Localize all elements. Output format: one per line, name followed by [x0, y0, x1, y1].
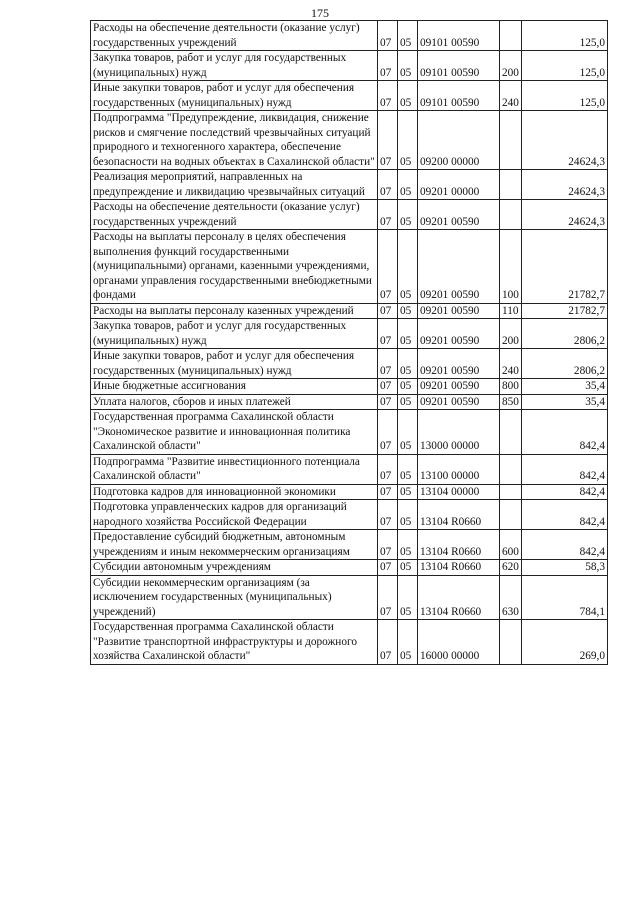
amount-cell: 24624,3 [522, 170, 608, 200]
table-row [91, 170, 608, 200]
target-article-cell: 13104 R0660 [418, 500, 500, 530]
item-name-cell: Подпрограмма "Предупреждение, ликвидация, снижение рисков и смягчение последствий чрезвычайных ситуаций природного и техногенного характера, обеспечение безопасности на водных объектах в Сахалинской области" [91, 111, 378, 170]
target-article-cell: 09201 00590 [418, 319, 500, 349]
amount-cell: 2806,2 [522, 349, 608, 379]
amount-cell: 842,4 [522, 530, 608, 560]
target-article-cell: 09101 00590 [418, 21, 500, 51]
subsection-code-cell: 05 [398, 303, 418, 319]
target-article-cell: 13100 00000 [418, 454, 500, 484]
section-code-cell: 07 [378, 500, 398, 530]
section-code-cell: 07 [378, 410, 398, 455]
expense-type-cell [500, 500, 522, 530]
item-name-cell: Субсидии некоммерческим организациям (за исключением государственных (муниципальных) учреждений) [91, 575, 378, 620]
table-row [91, 410, 608, 455]
expense-type-cell: 620 [500, 560, 522, 576]
item-name-cell: Закупка товаров, работ и услуг для государственных (муниципальных) нужд [91, 51, 378, 81]
subsection-code-cell: 05 [398, 379, 418, 395]
section-code-cell: 07 [378, 111, 398, 170]
table-row [91, 303, 608, 319]
expense-type-cell: 240 [500, 349, 522, 379]
amount-cell: 21782,7 [522, 303, 608, 319]
expense-type-cell [500, 170, 522, 200]
table-row [91, 51, 608, 81]
table-row [91, 530, 608, 560]
target-article-cell: 13000 00000 [418, 410, 500, 455]
expense-type-cell: 200 [500, 51, 522, 81]
table-row [91, 500, 608, 530]
section-code-cell: 07 [378, 454, 398, 484]
item-name-cell: Подготовка управленческих кадров для организаций народного хозяйства Российской Федерации [91, 500, 378, 530]
subsection-code-cell: 05 [398, 111, 418, 170]
item-name-cell: Расходы на обеспечение деятельности (оказание услуг) государственных учреждений [91, 200, 378, 230]
budget-table [90, 20, 608, 665]
section-code-cell: 07 [378, 530, 398, 560]
expense-type-cell [500, 410, 522, 455]
item-name-cell: Расходы на выплаты персоналу казенных учреждений [91, 303, 378, 319]
table-row [91, 111, 608, 170]
table-row [91, 620, 608, 665]
subsection-code-cell: 05 [398, 81, 418, 111]
table-row [91, 21, 608, 51]
expense-type-cell [500, 620, 522, 665]
target-article-cell: 09201 00000 [418, 170, 500, 200]
amount-cell: 842,4 [522, 500, 608, 530]
item-name-cell: Расходы на выплаты персоналу в целях обеспечения выполнения функций государственными (муниципальными) органами, казенными учреждениями, органами управления государственными внебюджетными фондами [91, 230, 378, 304]
expense-type-cell [500, 111, 522, 170]
table-row [91, 319, 608, 349]
target-article-cell: 09201 00590 [418, 230, 500, 304]
amount-cell: 2806,2 [522, 319, 608, 349]
subsection-code-cell: 05 [398, 410, 418, 455]
target-article-cell: 13104 R0660 [418, 530, 500, 560]
subsection-code-cell: 05 [398, 319, 418, 349]
amount-cell: 125,0 [522, 51, 608, 81]
subsection-code-cell: 05 [398, 560, 418, 576]
section-code-cell: 07 [378, 620, 398, 665]
expense-type-cell: 630 [500, 575, 522, 620]
expense-type-cell: 600 [500, 530, 522, 560]
expense-type-cell [500, 200, 522, 230]
section-code-cell: 07 [378, 51, 398, 81]
section-code-cell: 07 [378, 379, 398, 395]
section-code-cell: 07 [378, 200, 398, 230]
target-article-cell: 13104 R0660 [418, 560, 500, 576]
subsection-code-cell: 05 [398, 21, 418, 51]
expense-type-cell: 200 [500, 319, 522, 349]
item-name-cell: Предоставление субсидий бюджетным, автономным учреждениям и иным некоммерческим организациям [91, 530, 378, 560]
section-code-cell: 07 [378, 319, 398, 349]
expense-type-cell: 240 [500, 81, 522, 111]
amount-cell: 125,0 [522, 81, 608, 111]
target-article-cell: 09201 00590 [418, 394, 500, 410]
item-name-cell: Иные закупки товаров, работ и услуг для обеспечения государственных (муниципальных) нужд [91, 349, 378, 379]
amount-cell: 35,4 [522, 394, 608, 410]
subsection-code-cell: 05 [398, 620, 418, 665]
section-code-cell: 07 [378, 394, 398, 410]
target-article-cell: 09101 00590 [418, 51, 500, 81]
item-name-cell: Расходы на обеспечение деятельности (оказание услуг) государственных учреждений [91, 21, 378, 51]
amount-cell: 784,1 [522, 575, 608, 620]
amount-cell: 842,4 [522, 410, 608, 455]
section-code-cell: 07 [378, 170, 398, 200]
subsection-code-cell: 05 [398, 484, 418, 500]
amount-cell: 35,4 [522, 379, 608, 395]
item-name-cell: Реализация мероприятий, направленных на предупреждение и ликвидацию чрезвычайных ситуаций [91, 170, 378, 200]
amount-cell: 24624,3 [522, 111, 608, 170]
target-article-cell: 09101 00590 [418, 81, 500, 111]
amount-cell: 842,4 [522, 454, 608, 484]
item-name-cell: Субсидии автономным учреждениям [91, 560, 378, 576]
subsection-code-cell: 05 [398, 200, 418, 230]
amount-cell: 58,3 [522, 560, 608, 576]
amount-cell: 842,4 [522, 484, 608, 500]
table-row [91, 81, 608, 111]
section-code-cell: 07 [378, 21, 398, 51]
section-code-cell: 07 [378, 349, 398, 379]
amount-cell: 24624,3 [522, 200, 608, 230]
table-row [91, 575, 608, 620]
section-code-cell: 07 [378, 81, 398, 111]
table-row [91, 484, 608, 500]
table-row [91, 349, 608, 379]
table-row [91, 379, 608, 395]
expense-type-cell: 100 [500, 230, 522, 304]
amount-cell: 269,0 [522, 620, 608, 665]
item-name-cell: Государственная программа Сахалинской области "Экономическое развитие и инновационная политика Сахалинской области" [91, 410, 378, 455]
subsection-code-cell: 05 [398, 51, 418, 81]
target-article-cell: 09201 00590 [418, 349, 500, 379]
page-number: 175 [311, 6, 329, 20]
table-row [91, 200, 608, 230]
item-name-cell: Иные закупки товаров, работ и услуг для обеспечения государственных (муниципальных) нужд [91, 81, 378, 111]
expense-type-cell: 850 [500, 394, 522, 410]
target-article-cell: 16000 00000 [418, 620, 500, 665]
table-row [91, 230, 608, 304]
subsection-code-cell: 05 [398, 394, 418, 410]
item-name-cell: Иные бюджетные ассигнования [91, 379, 378, 395]
subsection-code-cell: 05 [398, 349, 418, 379]
table-row [91, 454, 608, 484]
expense-type-cell: 800 [500, 379, 522, 395]
expense-type-cell [500, 454, 522, 484]
item-name-cell: Подпрограмма "Развитие инвестиционного потенциала Сахалинской области" [91, 454, 378, 484]
section-code-cell: 07 [378, 484, 398, 500]
table-row [91, 560, 608, 576]
subsection-code-cell: 05 [398, 170, 418, 200]
expense-type-cell: 110 [500, 303, 522, 319]
target-article-cell: 13104 00000 [418, 484, 500, 500]
section-code-cell: 07 [378, 560, 398, 576]
amount-cell: 125,0 [522, 21, 608, 51]
section-code-cell: 07 [378, 303, 398, 319]
amount-cell: 21782,7 [522, 230, 608, 304]
subsection-code-cell: 05 [398, 530, 418, 560]
target-article-cell: 13104 R0660 [418, 575, 500, 620]
target-article-cell: 09201 00590 [418, 379, 500, 395]
target-article-cell: 09200 00000 [418, 111, 500, 170]
item-name-cell: Закупка товаров, работ и услуг для государственных (муниципальных) нужд [91, 319, 378, 349]
section-code-cell: 07 [378, 575, 398, 620]
subsection-code-cell: 05 [398, 454, 418, 484]
target-article-cell: 09201 00590 [418, 200, 500, 230]
expense-type-cell [500, 21, 522, 51]
subsection-code-cell: 05 [398, 500, 418, 530]
subsection-code-cell: 05 [398, 575, 418, 620]
subsection-code-cell: 05 [398, 230, 418, 304]
table-row [91, 394, 608, 410]
target-article-cell: 09201 00590 [418, 303, 500, 319]
item-name-cell: Государственная программа Сахалинской области "Развитие транспортной инфраструктуры и дорожного хозяйства Сахалинской области" [91, 620, 378, 665]
expense-type-cell [500, 484, 522, 500]
item-name-cell: Подготовка кадров для инновационной экономики [91, 484, 378, 500]
item-name-cell: Уплата налогов, сборов и иных платежей [91, 394, 378, 410]
section-code-cell: 07 [378, 230, 398, 304]
